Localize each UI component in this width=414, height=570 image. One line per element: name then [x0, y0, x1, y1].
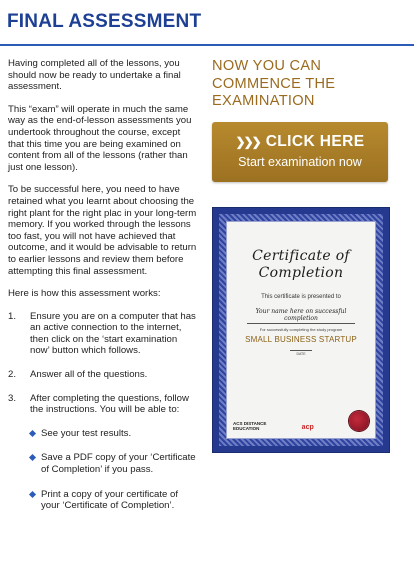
certificate-date-label: DATE	[296, 352, 306, 356]
certificate-title-line-2: Completion	[258, 265, 344, 281]
outcomes-list	[30, 428, 198, 512]
step-item	[8, 369, 198, 381]
list-item-text: Print a copy of your certificate of your ‘Certificate of Completion’.	[41, 488, 179, 512]
certificate-course-name: SMALL BUSINESS STARTUP	[245, 335, 357, 344]
cta-main-row	[212, 133, 388, 151]
acs-logo	[233, 421, 266, 431]
intro-paragraph-4: Here is how this assessment works:	[8, 288, 161, 300]
step-text: Ensure you are on a computer that has an active connection to the internet, then click on the ‘start examination now’ button which follows.	[30, 310, 196, 357]
seal-icon	[349, 411, 369, 431]
step-number: 2.	[8, 369, 17, 381]
acp-logo: acp	[301, 424, 314, 431]
list-item	[30, 452, 198, 475]
certificate-body	[226, 221, 376, 439]
step-item	[8, 393, 198, 512]
list-item-text: See your test results.	[41, 427, 132, 439]
certificate-preview	[213, 208, 389, 452]
certificate-logos	[233, 409, 369, 431]
step-number: 3.	[8, 392, 17, 404]
certificate-name-line: Your name here on successful completion	[247, 308, 355, 324]
double-chevron-right-icon: ❯❯❯	[235, 135, 260, 149]
cta-main-label: CLICK HERE	[265, 133, 365, 150]
commence-heading: NOW YOU CAN COMMENCE THE EXAMINATION	[212, 58, 336, 109]
acs-logo-line-2: EDUCATION	[233, 426, 260, 431]
certificate-title	[227, 248, 375, 282]
acs-logo-line-1: ACS DISTANCE	[233, 421, 267, 426]
certificate-date-line	[290, 350, 312, 351]
cta-sub-label: Start examination now	[238, 155, 362, 169]
start-examination-button[interactable]	[212, 122, 388, 182]
instructions-column	[8, 58, 198, 525]
list-item	[30, 489, 198, 512]
certificate-for-text: For successfully completing the study program	[259, 327, 343, 332]
certificate-presented-text: This certificate is presented to	[261, 294, 341, 300]
step-number: 1.	[8, 310, 17, 322]
list-item-text: Save a PDF copy of your ‘Certificate of Completion’ if you pass.	[41, 452, 196, 476]
list-item	[30, 428, 198, 440]
diamond-bullet-icon	[29, 491, 36, 498]
step-item	[8, 311, 198, 357]
diamond-bullet-icon	[29, 430, 36, 437]
title-divider	[0, 44, 414, 46]
certificate-title-line-1: Certificate of	[252, 248, 350, 264]
exam-column	[212, 58, 402, 431]
steps-list	[8, 311, 198, 512]
diamond-bullet-icon	[29, 454, 36, 461]
page-title: FINAL ASSESSMENT	[7, 11, 202, 32]
intro-paragraph-1: Having completed all of the lessons, you should now be ready to undertake a final assessment.	[8, 58, 181, 93]
step-text: Answer all of the questions.	[30, 369, 148, 381]
intro-paragraph-2: This “exam” will operate in much the same way as the end-of-lesson assessments you undertook throughout the course, except that this time you are being examined on content from all of the lessons (rather than just one lesson).	[8, 103, 192, 173]
intro-paragraph-3: To be successful here, you need to have retained what you learnt about choosing the right plant for the right plac in your long-term memory. If you worked through the lessons too fast, you will not have achieved that outcome, and it would be advisable to return to earlier lessons and review them before attempting this final assessment.	[8, 184, 197, 277]
step-text: After completing the questions, follow the instructions. You will be able to:	[30, 392, 189, 416]
